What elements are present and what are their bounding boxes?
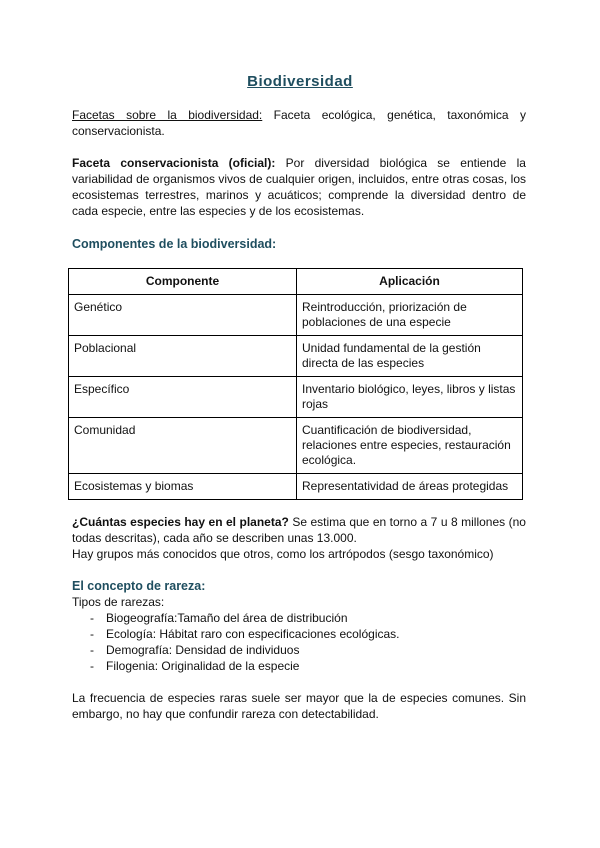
table-cell: Inventario biológico, leyes, libros y listas rojas bbox=[297, 377, 523, 418]
conclusion-paragraph: La frecuencia de especies raras suele ser mayor que la de especies comunes. Sin embargo, no hay que confundir rareza con detectabilidad. bbox=[72, 691, 526, 721]
list-item bbox=[72, 626, 526, 642]
table-cell: Genético bbox=[69, 295, 297, 336]
header-cell: Componente bbox=[69, 269, 297, 295]
page-title: Biodiversidad bbox=[247, 73, 353, 90]
table-cell: Reintroducción, priorización de poblaciones de una especie bbox=[297, 295, 523, 336]
table-cell: Unidad fundamental de la gestión directa de las especies bbox=[297, 336, 523, 377]
header-cell: Aplicación bbox=[297, 269, 523, 295]
especies-label: ¿Cuántas especies hay en el planeta? bbox=[72, 515, 289, 529]
componentes-heading: Componentes de la biodiversidad: bbox=[72, 237, 277, 251]
table-row bbox=[69, 418, 523, 474]
componentes-table bbox=[68, 268, 523, 500]
table-cell: Ecosistemas y biomas bbox=[69, 474, 297, 500]
oficial-text: Por diversidad biológica se entiende la variabilidad de organismos vivos de cualquier origen, incluidos, entre otras cosas, los ecosistemas terrestres, marinos y acuáticos; comprende la diversidad dentro de cada especie, entre las especies y de los ecosistemas. bbox=[72, 156, 526, 218]
oficial-label: Faceta conservacionista (oficial): bbox=[72, 156, 276, 170]
list-item bbox=[72, 610, 526, 626]
table-row bbox=[69, 474, 523, 500]
table-row bbox=[69, 336, 523, 377]
table-header-row bbox=[69, 269, 523, 295]
list-item-text: Filogenia: Originalidad de la especie bbox=[106, 659, 300, 673]
bullet-dash: - bbox=[90, 643, 94, 657]
table-row bbox=[69, 377, 523, 418]
table-cell: Representatividad de áreas protegidas bbox=[297, 474, 523, 500]
rareza-heading: El concepto de rareza: bbox=[72, 579, 206, 593]
facetas-text: Faceta ecológica, genética, taxonómica y conservacionista. bbox=[72, 108, 526, 138]
rareza-section bbox=[72, 578, 526, 674]
bullet-dash: - bbox=[90, 659, 94, 673]
especies-section bbox=[72, 514, 526, 562]
especies-line2: Hay grupos más conocidos que otros, como los artrópodos (sesgo taxonómico) bbox=[72, 547, 494, 561]
list-item bbox=[72, 658, 526, 674]
rareza-intro: Tipos de rarezas: bbox=[72, 595, 165, 609]
table-cell: Comunidad bbox=[69, 418, 297, 474]
table-row bbox=[69, 295, 523, 336]
list-item bbox=[72, 642, 526, 658]
facetas-label: Facetas sobre la biodiversidad: bbox=[72, 108, 263, 122]
list-item-text: Demografía: Densidad de individuos bbox=[106, 643, 300, 657]
bullet-dash: - bbox=[90, 611, 94, 625]
table-cell: Específico bbox=[69, 377, 297, 418]
especies-text: Se estima que en torno a 7 u 8 millones (no todas descritas), cada año se describen unas 13.000. bbox=[72, 515, 526, 545]
table-cell: Poblacional bbox=[69, 336, 297, 377]
bullet-dash: - bbox=[90, 627, 94, 641]
rareza-list bbox=[72, 610, 526, 674]
facetas-paragraph bbox=[72, 107, 526, 139]
list-item-text: Ecología: Hábitat raro con especificaciones ecológicas. bbox=[106, 627, 400, 641]
list-item-text: Biogeografía:Tamaño del área de distribución bbox=[106, 611, 348, 625]
oficial-paragraph bbox=[72, 155, 526, 219]
table-cell: Cuantificación de biodiversidad, relaciones entre especies, restauración ecológica. bbox=[297, 418, 523, 474]
